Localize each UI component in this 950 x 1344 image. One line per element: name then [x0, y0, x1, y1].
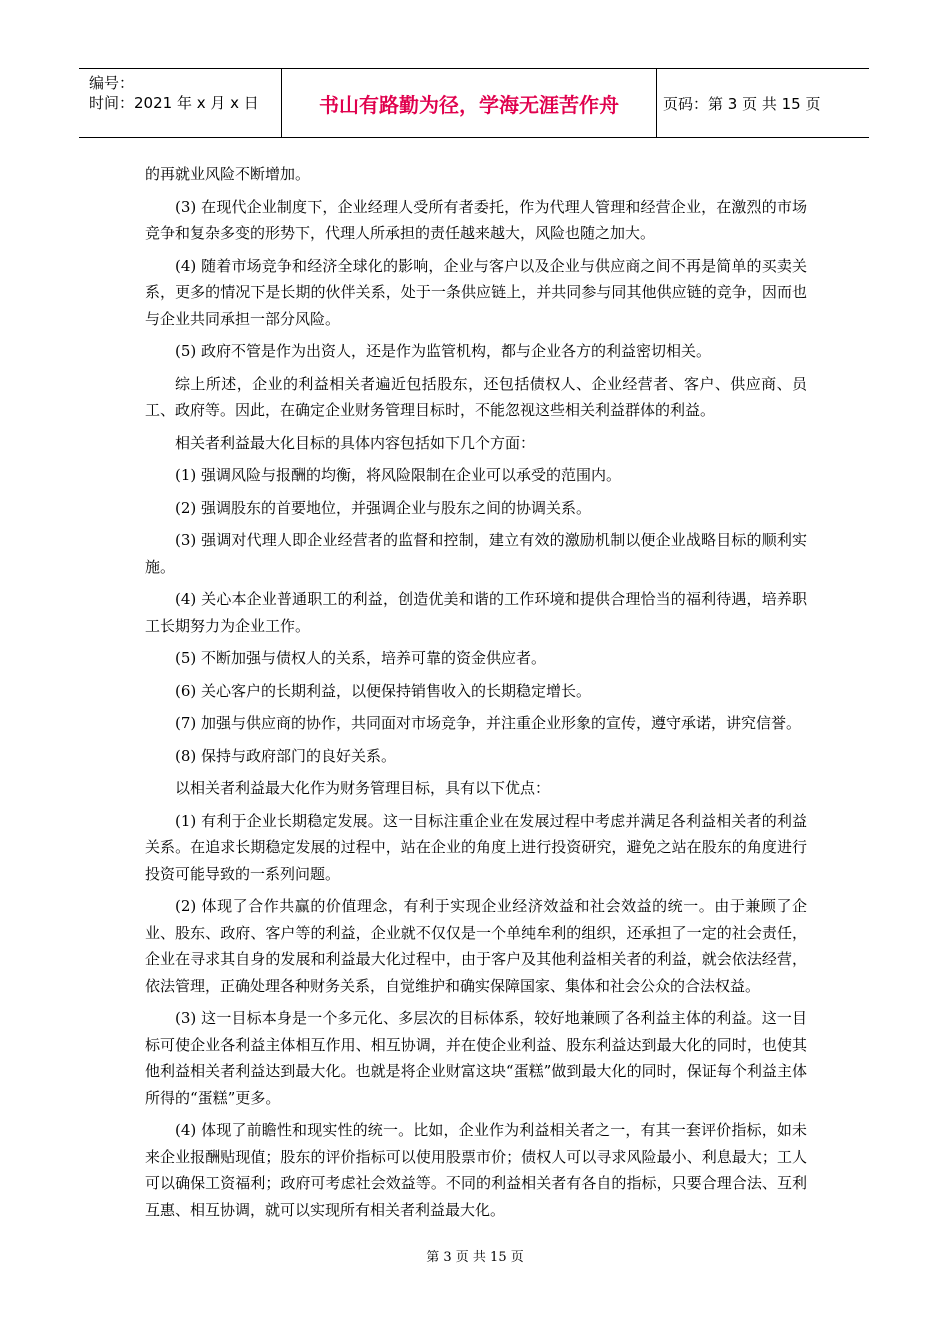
paragraph: (1) 有利于企业长期稳定发展。这一目标注重企业在发展过程中考虑并满足各利益相关者的利益关系。在追求长期稳定发展的过程中，站在企业的角度上进行投资研究，避免之站在股东的角度进行投资可能导致的一系列问题。 — [145, 811, 807, 883]
paragraph: (5) 不断加强与债权人的关系，培养可靠的资金供应者。 — [175, 649, 547, 667]
paragraph: 以相关者利益最大化作为财务管理目标，具有以下优点： — [175, 779, 551, 797]
paragraph: (2) 体现了合作共赢的价值理念，有利于实现企业经济效益和社会效益的统一。由于兼顾了企业、股东、政府、客户等的利益，企业就不仅仅是一个单纯牟利的组织，还承担了一定的社会责任，企业在寻求其自身的发展和利益最大化过程中，由于客户及其他利益相关者的利益，就会依法经营，依法管理，正确处理各种财务关系，自觉维护和确实保障国家、集体和社会公众的合法权益。 — [145, 897, 807, 995]
paragraph: (2) 强调股东的首要地位，并强调企业与股东之间的协调关系。 — [175, 498, 592, 517]
document-date: 时间：2021 年 x 月 x 日 — [89, 94, 259, 112]
page-header — [79, 68, 869, 138]
paragraph: (4) 随着市场竞争和经济全球化的影响，企业与客户以及企业与供应商之间不再是简单的买卖关系，更多的情况下是长期的伙伴关系，处于一条供应链上，并共同参与同其他供应链的竞争，因而也与企业共同承担一部分风险。 — [145, 256, 807, 328]
header-page-info: 页码：第 3 页 共 15 页 — [663, 94, 821, 113]
header-meta — [79, 69, 282, 137]
paragraph: (3) 强调对代理人即企业经营者的监督和控制，建立有效的激励机制以便企业战略目标的顺利实施。 — [145, 531, 807, 576]
paragraph: (6) 关心客户的长期利益，以便保持销售收入的长期稳定增长。 — [175, 681, 592, 700]
header-motto: 书山有路勤为径，学海无涯苦作舟 — [282, 69, 657, 137]
paragraph: (4) 体现了前瞻性和现实性的统一。比如，企业作为利益相关者之一，有其一套评价指标，如未来企业报酬贴现值；股东的评价指标可以使用股票市价；债权人可以寻求风险最小、利息最大；工人可以确保工资福利；政府可考虑社会效益等。不同的利益相关者有各自的指标，只要合理合法、互利互惠、相互协调，就可以实现所有相关者利益最大化。 — [145, 1121, 807, 1219]
paragraph: 的再就业风险不断增加。 — [145, 165, 311, 183]
page-footer: 第 3 页 共 15 页 — [426, 1250, 524, 1265]
paragraph: (8) 保持与政府部门的良好关系。 — [175, 746, 397, 765]
paragraph: (3) 这一目标本身是一个多元化、多层次的目标体系，较好地兼顾了各利益主体的利益。这一目标可使企业各利益主体相互作用、相互协调，并在使企业利益、股东利益达到最大化的同时，也使其他利益相关者利益达到最大化。也就是将企业财富这块“蛋糕”做到最大化的同时，保证每个利益主体所得的“蛋糕”更多。 — [145, 1009, 807, 1107]
paragraph: 相关者利益最大化目标的具体内容包括如下几个方面： — [175, 433, 536, 452]
paragraph: (1) 强调风险与报酬的均衡，将风险限制在企业可以承受的范围内。 — [175, 466, 622, 484]
paragraph: (7) 加强与供应商的协作，共同面对市场竞争，并注重企业形象的宣传，遵守承诺，讲究信誉。 — [175, 714, 802, 732]
paragraph: (3) 在现代企业制度下，企业经理人受所有者委托，作为代理人管理和经营企业，在激烈的市场竞争和复杂多变的形势下，代理人所承担的责任越来越大，风险也随之加大。 — [145, 197, 807, 242]
paragraph: (4) 关心本企业普通职工的利益，创造优美和谐的工作环境和提供合理恰当的福利待遇，培养职工长期努力为企业工作。 — [145, 590, 807, 635]
document-number-label: 编号： — [89, 74, 135, 92]
paragraph: (5) 政府不管是作为出资人，还是作为监管机构，都与企业各方的利益密切相关。 — [175, 342, 712, 360]
paragraph: 综上所述，企业的利益相关者遍近包括股东，还包括债权人、企业经营者、客户、供应商、员工、政府等。因此，在确定企业财务管理目标时，不能忽视这些相关利益群体的利益。 — [145, 374, 807, 419]
document-body — [145, 161, 807, 1229]
